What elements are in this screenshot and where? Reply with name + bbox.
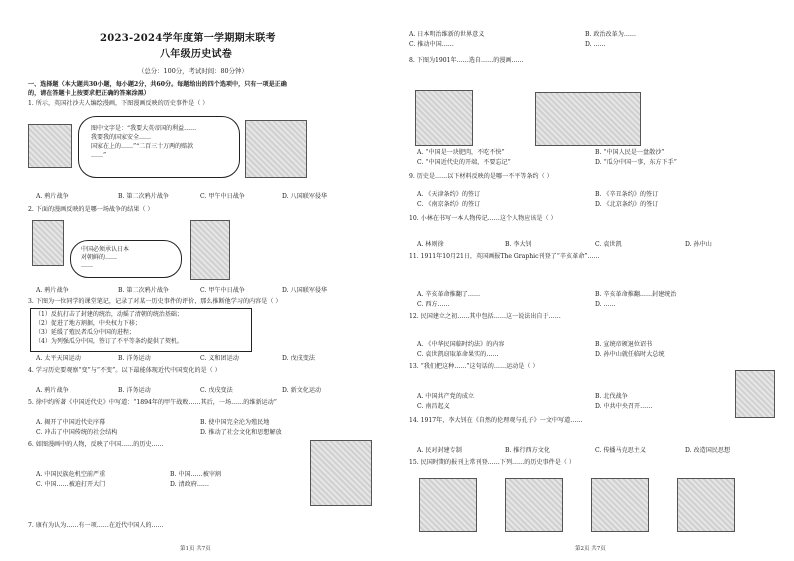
page-footer-left: 第1页 共7页 <box>180 546 211 552</box>
q2-bubble-line: 对朝鲜的…… <box>81 254 118 261</box>
q1-option-d[interactable]: D. 八国联军侵华 <box>282 193 328 200</box>
q2-option-a[interactable]: A. 鸦片战争 <box>36 287 69 294</box>
q8-option-c[interactable]: C. “中国近代史的开端，不要忘记” <box>417 159 511 166</box>
q7-stem: 7. 康有为认为……有一项……在近代中国人的…… <box>28 522 164 529</box>
q1-figure-image <box>245 120 307 178</box>
q1-stem: 1. 所示，英国社沙夫人编绘漫画，下图漫画反映的历史事件是（ ） <box>28 100 209 107</box>
q1-speech-bubble <box>78 116 240 178</box>
q5-option-c[interactable]: C. 冲击了中国传统的社会结构 <box>36 429 118 436</box>
right-page <box>405 0 785 561</box>
q3-option-b[interactable]: B. 洋务运动 <box>118 355 151 362</box>
q14-option-d[interactable]: D. 改造国民思想 <box>685 447 731 454</box>
q5-option-d[interactable]: D. 推动了社会文化和思想解放 <box>200 429 282 436</box>
q9-option-b[interactable]: B. 《辛丑条约》的签订 <box>595 191 659 198</box>
q11-option-c[interactable]: C. 西方…… <box>417 301 450 308</box>
q7-option-b[interactable]: B. 政治改革为…… <box>585 31 637 38</box>
q1-option-a[interactable]: A. 鸦片战争 <box>36 193 69 200</box>
q10-option-c[interactable]: C. 袁世凯 <box>595 241 622 248</box>
q8-option-b[interactable]: B. “中国人民是一盘散沙” <box>595 149 665 156</box>
q8-stem: 8. 下图为1901年……选自……的漫画…… <box>409 57 524 64</box>
q6-option-a[interactable]: A. 中国民族危机空前严重 <box>36 471 106 478</box>
q10-option-b[interactable]: B. 李大钊 <box>505 241 532 248</box>
q14-option-b[interactable]: B. 推行西方文化 <box>505 447 550 454</box>
q2-option-c[interactable]: C. 甲午中日战争 <box>200 287 245 294</box>
q12-option-a[interactable]: A. 《中华民国临时约法》的内容 <box>417 341 505 348</box>
q4-option-d[interactable]: D. 新文化运动 <box>282 387 322 394</box>
q3-note-line: （3）延缓了殖民者瓜分中国的进程； <box>35 329 135 336</box>
q13-portrait-image <box>735 370 775 418</box>
q11-stem: 11. 1911年10月21日，英国画报The Graphic刊登了“辛亥革命”…… <box>409 253 600 260</box>
q1-cartoon-image <box>28 124 72 168</box>
q6-option-d[interactable]: D. 清政府…… <box>170 481 210 488</box>
q15-image-3 <box>591 478 649 532</box>
q2-bubble-line: …… <box>81 262 93 269</box>
q12-option-d[interactable]: D. 孙中山就任临时大总统 <box>595 351 665 358</box>
q12-option-b[interactable]: B. 宣统帝颁退位诏书 <box>595 341 653 348</box>
q13-option-d[interactable]: D. 中共中央召开…… <box>595 403 653 410</box>
q13-stem: 13. “我们把这种……”这句话的……运动是（ ） <box>409 363 539 370</box>
q5-stem: 5. 徐中约所著《中国近代史》中写道：“1894年的甲午战败……其后，一场……的维新运动” <box>28 399 277 406</box>
q2-stem: 2. 下面的漫画反映的是哪一场战争的结果（ ） <box>28 206 154 213</box>
q5-option-a[interactable]: A. 揭开了中国近代史序幕 <box>36 419 106 426</box>
q9-stem: 9. 历史是……以下材料反映的是哪一不平等条约（ ） <box>409 173 553 180</box>
q3-stem: 3. 下图为一位同学的课堂笔记，记录了对某一历史事件的评价，那么推断他学习的内容是（ ） <box>28 298 282 305</box>
q12-option-c[interactable]: C. 袁世凯窃取革命果实的…… <box>417 351 499 358</box>
q4-option-a[interactable]: A. 鸦片战争 <box>36 387 69 394</box>
q2-figure-left <box>32 220 64 266</box>
q3-notes-box <box>30 308 252 352</box>
q1-option-b[interactable]: B. 第二次鸦片战争 <box>118 193 170 200</box>
q3-option-c[interactable]: C. 义和团运动 <box>200 355 239 362</box>
q3-note-line: （2）促进了地方割据，中央权力下移； <box>35 320 141 327</box>
q14-stem: 14. 1917年，李大钊在《自然的伦理观与孔子》一文中写道…… <box>409 417 583 424</box>
q13-option-a[interactable]: A. 中国共产党的成立 <box>417 393 475 400</box>
q6-stem: 6. 如图漫画中的人物，反映了中国……的历史…… <box>28 441 164 448</box>
section-heading-2: 的，请在答题卡上按要求把正确的答案涂黑） <box>28 90 150 97</box>
left-page <box>20 0 392 561</box>
q14-option-c[interactable]: C. 传播马克思主义 <box>595 447 646 454</box>
q11-option-b[interactable]: B. 辛亥革命推翻……封建统治 <box>595 291 677 298</box>
q10-option-d[interactable]: D. 孙中山 <box>685 241 712 248</box>
q3-option-d[interactable]: D. 戊戌变法 <box>282 355 315 362</box>
q6-option-b[interactable]: B. 中国……被宰割 <box>170 471 222 478</box>
q11-option-a[interactable]: A. 辛亥革命推翻了…… <box>417 291 481 298</box>
q1-bubble-line: 国家在上的……”“二百三十万两的赔款 <box>91 143 194 150</box>
q6-cartoon-image <box>310 440 372 506</box>
q1-bubble-line: 我要我的国家安全…… <box>91 134 152 141</box>
q1-option-c[interactable]: C. 甲午中日战争 <box>200 193 245 200</box>
q4-stem: 4. 学习历史要观察“变”与“不变”。以下最能体现近代中国变化的是（ ） <box>28 367 221 374</box>
q1-bubble-line: ……” <box>91 152 107 159</box>
q8-cartoon-center <box>535 92 641 146</box>
q15-image-2 <box>505 478 563 532</box>
q8-option-a[interactable]: A. “中国是一块肥肉，不吃不快” <box>417 149 505 156</box>
q8-cartoon-left <box>415 90 473 146</box>
q3-note-line: （4）为列强瓜分中国，签订了不平等条约提供了契机。 <box>35 338 183 345</box>
exam-title: 2023-2024学年度第一学期期末联考 <box>100 33 276 44</box>
q3-option-a[interactable]: A. 太平天国运动 <box>36 355 81 362</box>
page-footer-right: 第2页 共7页 <box>575 546 606 552</box>
q15-image-4 <box>677 478 735 532</box>
q7-option-d[interactable]: D. …… <box>585 41 606 48</box>
q15-image-1 <box>419 478 477 532</box>
q13-option-c[interactable]: C. 南昌起义 <box>417 403 450 410</box>
exam-meta: （总分：100分，考试时间：80分钟） <box>138 67 248 75</box>
q9-option-c[interactable]: C. 《南京条约》的签订 <box>417 201 481 208</box>
q4-option-c[interactable]: C. 戊戌变法 <box>200 387 233 394</box>
q7-options-intro[interactable]: A. 日本明治维新的世界意义 <box>409 31 485 38</box>
q10-stem: 10. 小林在书写一本人物传记……这个人物应该是（ ） <box>409 215 557 222</box>
q7-option-c[interactable]: C. 推动中国…… <box>409 41 454 48</box>
q3-note-line: （1）反抗打击了封建的统治，动摇了清朝的统治基础； <box>35 311 183 318</box>
q6-option-c[interactable]: C. 中国……被迫打开大门 <box>36 481 106 488</box>
q9-option-d[interactable]: D. 《北京条约》的签订 <box>595 201 659 208</box>
section-heading: 一、选择题（本大题共30小题，每小题2分，共60分。每题给出的四个选项中，只有一项是正确 <box>28 81 287 88</box>
q11-option-d[interactable]: D. …… <box>595 301 616 308</box>
q4-option-b[interactable]: B. 洋务运动 <box>118 387 151 394</box>
exam-subtitle: 八年级历史试卷 <box>160 49 233 60</box>
q5-option-b[interactable]: B. 使中国完全沦为殖民地 <box>200 419 270 426</box>
q9-option-a[interactable]: A. 《天津条约》的签订 <box>417 191 481 198</box>
q13-option-b[interactable]: B. 北伐战争 <box>595 393 628 400</box>
q12-stem: 12. 民国建立之初……其中包括……这一说法出自于…… <box>409 313 561 320</box>
q2-speech-bubble <box>70 240 182 278</box>
q2-bubble-line: 中国必须承认日本 <box>81 246 130 253</box>
q10-option-a[interactable]: A. 林则徐 <box>417 241 444 248</box>
q14-option-a[interactable]: A. 民对封建专制 <box>417 447 462 454</box>
q2-option-b[interactable]: B. 第二次鸦片战争 <box>118 287 170 294</box>
q2-option-d[interactable]: D. 八国联军侵华 <box>282 287 328 294</box>
q15-stem: 15. 民国时期的报刊上常刊登……下列……的历史事件是（ ） <box>409 459 575 466</box>
q2-figure-right <box>190 220 230 280</box>
q8-option-d[interactable]: D. “瓜分中国一事，东方下手” <box>595 159 677 166</box>
q1-bubble-line: 图中文字是：“我要大英帝国的利益…… <box>91 125 197 132</box>
